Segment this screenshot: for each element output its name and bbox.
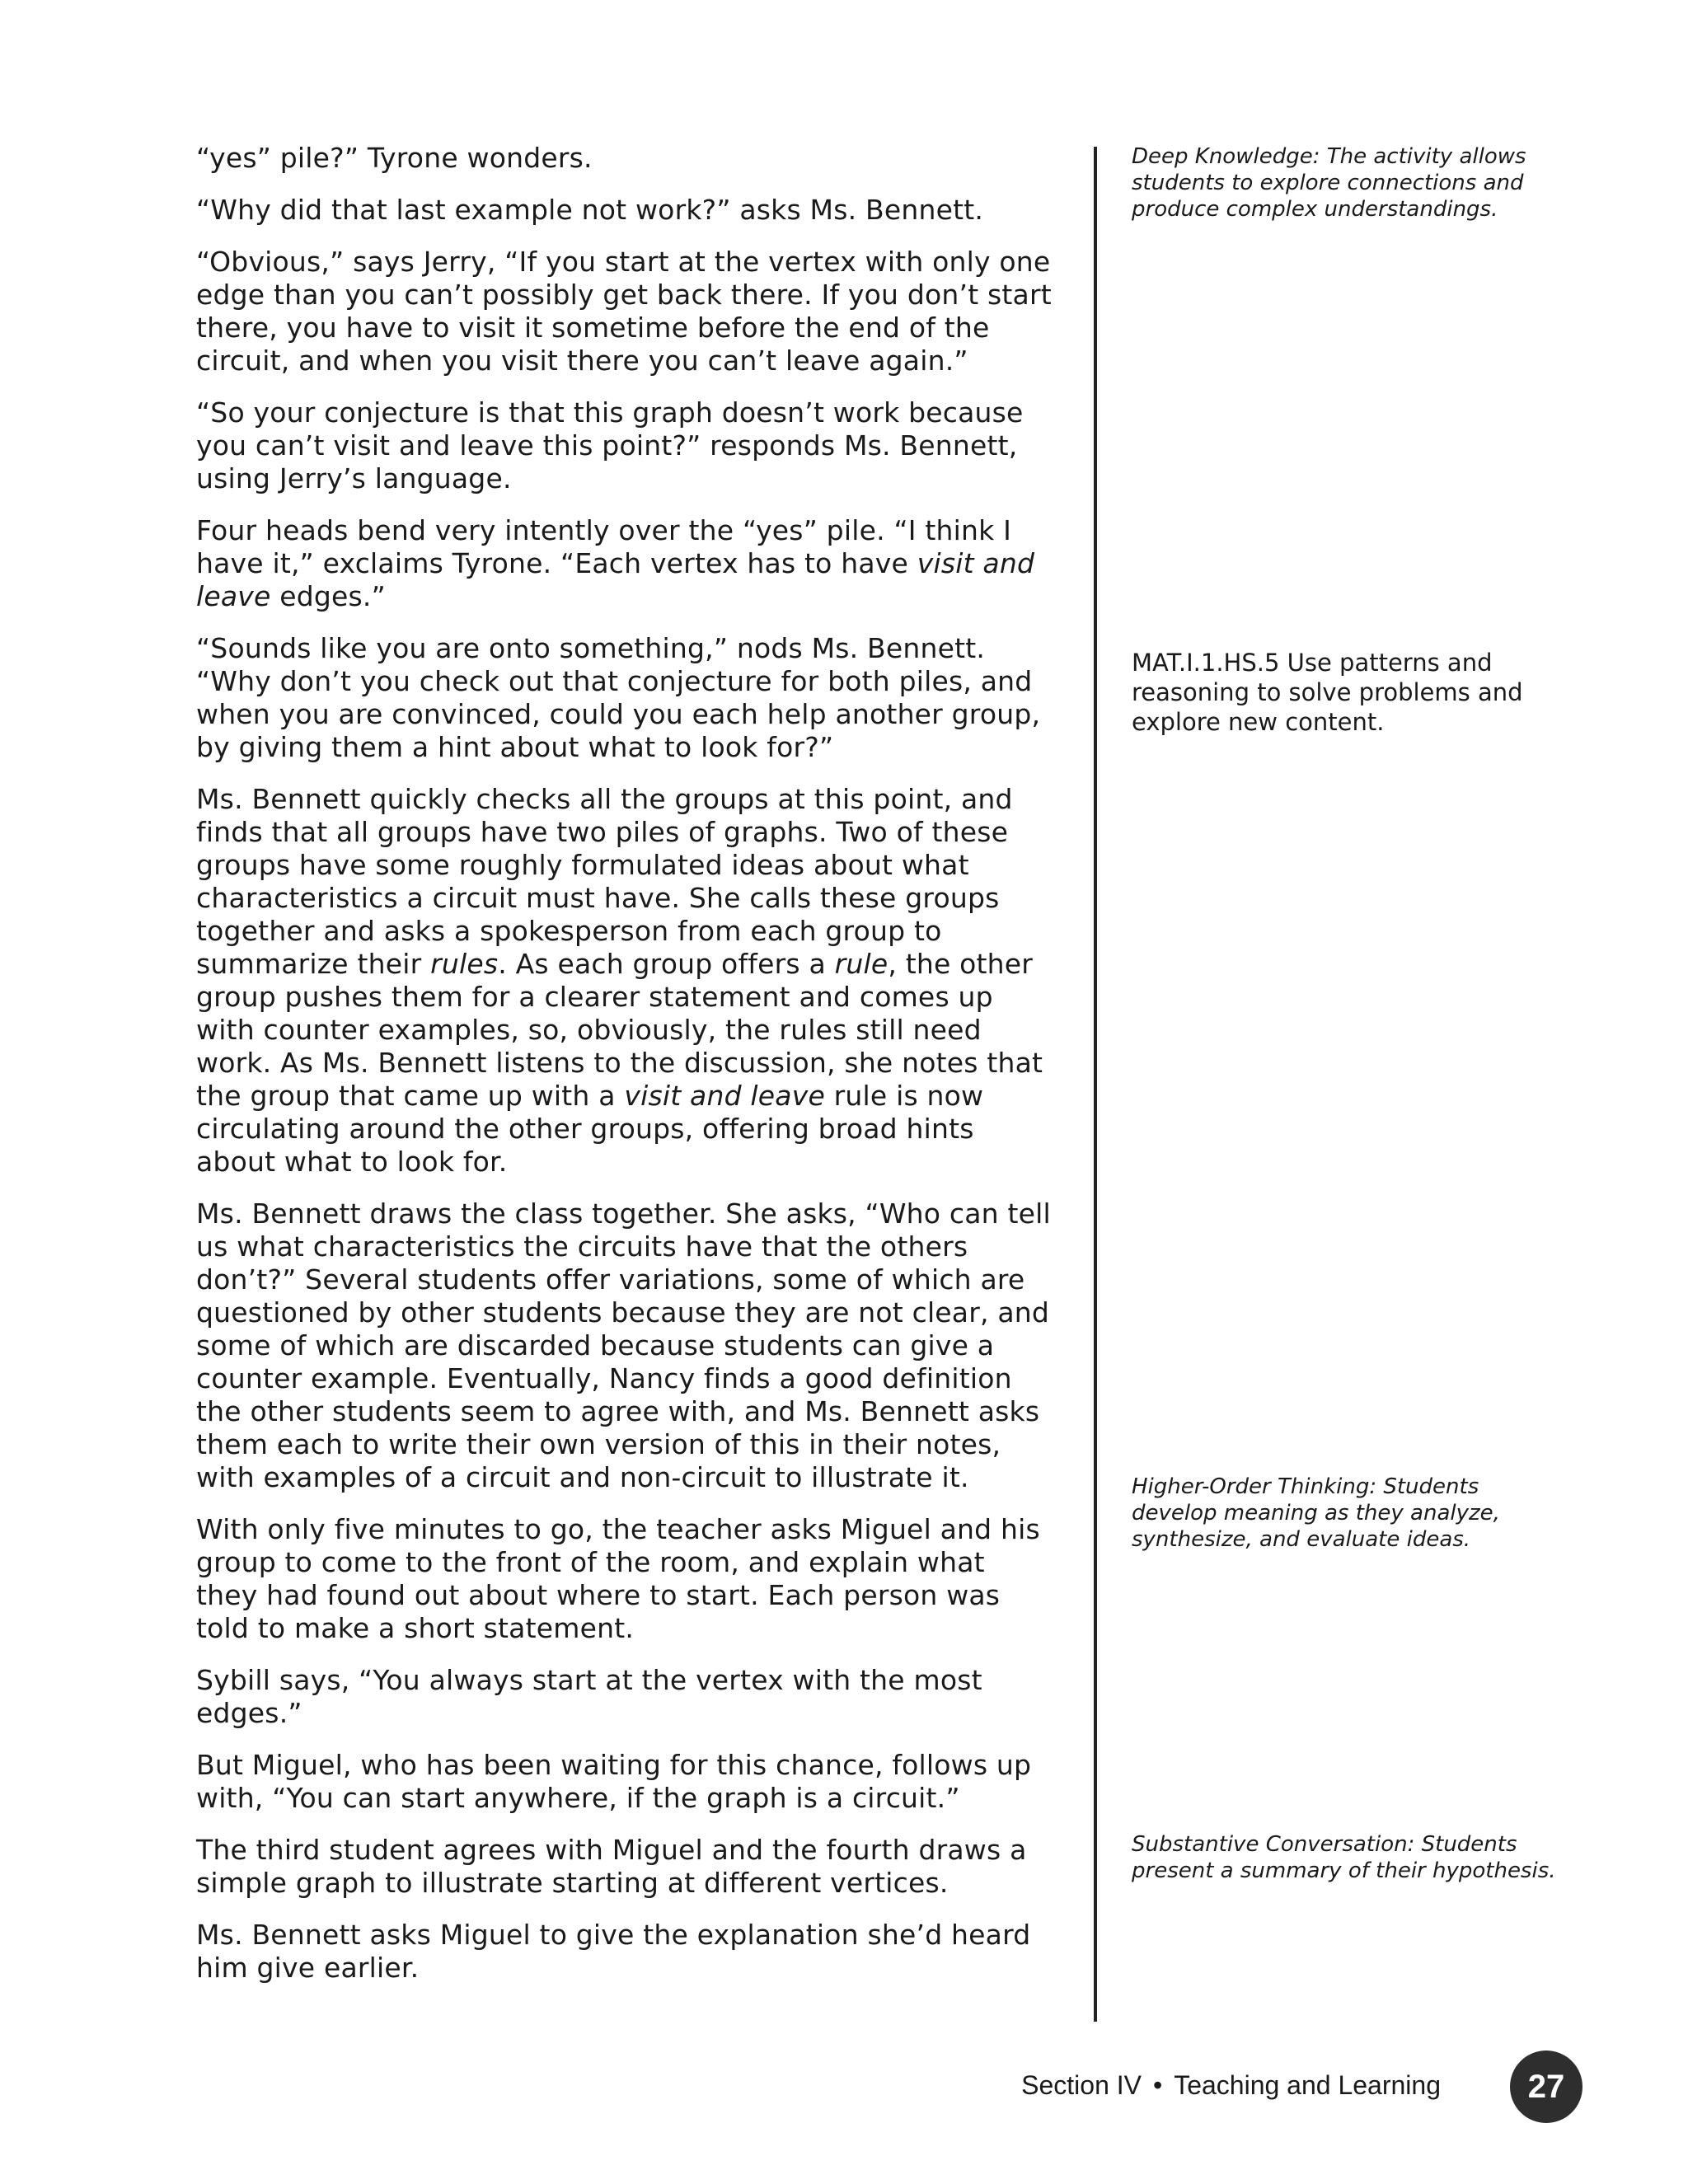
emphasis-rule: rule — [834, 948, 889, 980]
paragraph: “So your conjecture is that this graph doesn’t work because you can’t visit and leave this point?” responds Ms. Bennett, using Jerry’s language. — [196, 396, 1024, 494]
paragraph-text: edges.” — [270, 580, 386, 612]
paragraph — [196, 783, 1053, 1179]
paragraph-text: Four heads bend very intently over the “yes” pile. “I think I have it,” exclaims Tyrone. “Each vertex has to have — [196, 514, 1012, 579]
sidebar-note-substantive-conversation: Substantive Conversation: Students present a summary of their hypothesis. — [1132, 1832, 1556, 1883]
sidebar-note-higher-order-thinking: Higher-Order Thinking: Students develop meaning as they analyze, synthesize, and evaluate ideas. — [1132, 1474, 1500, 1552]
paragraph: With only five minutes to go, the teacher asks Miguel and his group to come to the front of the room, and explain what they had found out about where to start. Each person was told to make a short statement. — [196, 1513, 1040, 1644]
paragraph: Ms. Bennett draws the class together. She asks, “Who can tell us what characteristics the circuits have that the others don’t?” Several students offer variations, some of which are questioned by other students because they are not clear, and some of which are discarded because students can give a counter example. Eventually, Nancy finds a good definition the other students seem to agree with, and Ms. Bennett asks them each to write their own version of this in their notes, with examples of a circuit and non-circuit to illustrate it. — [196, 1197, 1051, 1493]
footer-title: Teaching and Learning — [1174, 2070, 1441, 2100]
paragraph — [196, 514, 1053, 613]
footer-section-title — [1021, 2070, 1441, 2101]
emphasis-rules: rules — [430, 948, 499, 980]
emphasis-visit-and-leave: visit and leave — [624, 1080, 825, 1112]
footer-section: Section IV — [1021, 2070, 1142, 2100]
sidebar-note-deep-knowledge: Deep Knowledge: The activity allows students to explore connections and produce complex understandings. — [1132, 144, 1526, 222]
paragraph: “yes” pile?” Tyrone wonders. — [196, 142, 593, 174]
paragraph: Ms. Bennett asks Miguel to give the explanation she’d heard him give earlier. — [196, 1919, 1031, 1984]
paragraph: The third student agrees with Miguel and the fourth draws a simple graph to illustrate starting at different vertices. — [196, 1834, 1027, 1899]
column-divider — [1094, 147, 1097, 2022]
paragraph-text: . As each group offers a — [498, 948, 835, 980]
footer-bullet: • — [1152, 2070, 1163, 2100]
page-number-badge: 27 — [1510, 2050, 1582, 2123]
paragraph-text: , the other group pushes them for a clearer statement and comes up with counter examples, so, obviously, the rules still need work. As Ms. Bennett listens to the discussion, she notes that the group that came up with a — [196, 948, 1043, 1112]
paragraph-text: rule is now circulating around the other groups, offering broad hints about what to look for. — [196, 1080, 984, 1178]
main-text-column — [196, 142, 1053, 2004]
page-footer — [1021, 2050, 1582, 2125]
paragraph: Sybill says, “You always start at the vertex with the most edges.” — [196, 1664, 982, 1729]
paragraph-text: Ms. Bennett quickly checks all the groups at this point, and finds that all groups have two piles of graphs. Two of these groups have some roughly formulated ideas about what characteristics a circuit must have. She calls these groups together and asks a spokesperson from each group to summarize their — [196, 783, 1013, 980]
paragraph: “Obvious,” says Jerry, “If you start at the vertex with only one edge than you can’t possibly get back there. If you don’t start there, you have to visit it sometime before the end of the circuit, and when you visit there you can’t leave again.” — [196, 246, 1052, 377]
paragraph: “Why did that last example not work?” asks Ms. Bennett. — [196, 194, 984, 226]
sidebar-note-standard: MAT.I.1.HS.5 Use patterns and reasoning to solve problems and explore new content. — [1132, 649, 1523, 736]
emphasis-visit-and-leave: visit and leave — [196, 547, 1035, 612]
paragraph: “Sounds like you are onto something,” nods Ms. Bennett. “Why don’t you check out that conjecture for both piles, and when you are convinced, could you each help another group, by giving them a hint about what to look for?” — [196, 632, 1041, 763]
paragraph: But Miguel, who has been waiting for this chance, follows up with, “You can start anywhere, if the graph is a circuit.” — [196, 1749, 1032, 1814]
